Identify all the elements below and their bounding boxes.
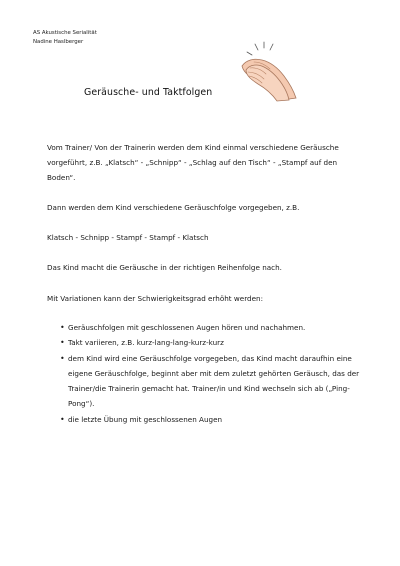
- list-item: • dem Kind wird eine Geräuschfolge vorgegeben, das Kind macht daraufhin eine eigene Geräuschfolge, beginnt aber mit dem zuletzt gehörten Geräusch, das der Trainer/die Trainerin gemacht hat. Trainer/in und Kind wechseln sich ab („Ping-Pong“).: [60, 351, 360, 412]
- variations-intro: Mit Variationen kann der Schwierigkeitsgrad erhöht werden:: [47, 294, 263, 303]
- header-author: Nadine Haslberger: [33, 39, 84, 45]
- sequence-example: Klatsch - Schnipp - Stampf - Stampf - Klatsch: [47, 233, 209, 242]
- page-title: Geräusche- und Taktfolgen: [84, 87, 213, 98]
- clapping-hands-icon: [232, 40, 302, 102]
- intro-paragraph: Vom Trainer/ Von der Trainerin werden dem Kind einmal verschiedene Geräusche vorgeführt, z.B. „Klatsch“ - „Schnipp“ - „Schlag auf den Tisch“ - „Stampf auf den Boden“.: [47, 143, 339, 182]
- list-item: • Geräuschfolgen mit geschlossenen Augen hören und nachahmen.: [60, 320, 360, 335]
- sequence-intro-paragraph: Dann werden dem Kind verschiedene Geräuschfolge vorgegeben, z.B.: [47, 203, 300, 212]
- list-item: • Takt variieren, z.B. kurz-lang-lang-kurz-kurz: [60, 335, 360, 350]
- list-item: • die letzte Übung mit geschlossenen Augen: [60, 412, 360, 427]
- header-subject: AS Akustische Serialität: [33, 30, 97, 36]
- task-paragraph: Das Kind macht die Geräusche in der richtigen Reihenfolge nach.: [47, 263, 282, 272]
- variations-list: [60, 320, 360, 427]
- document-header: [33, 29, 97, 47]
